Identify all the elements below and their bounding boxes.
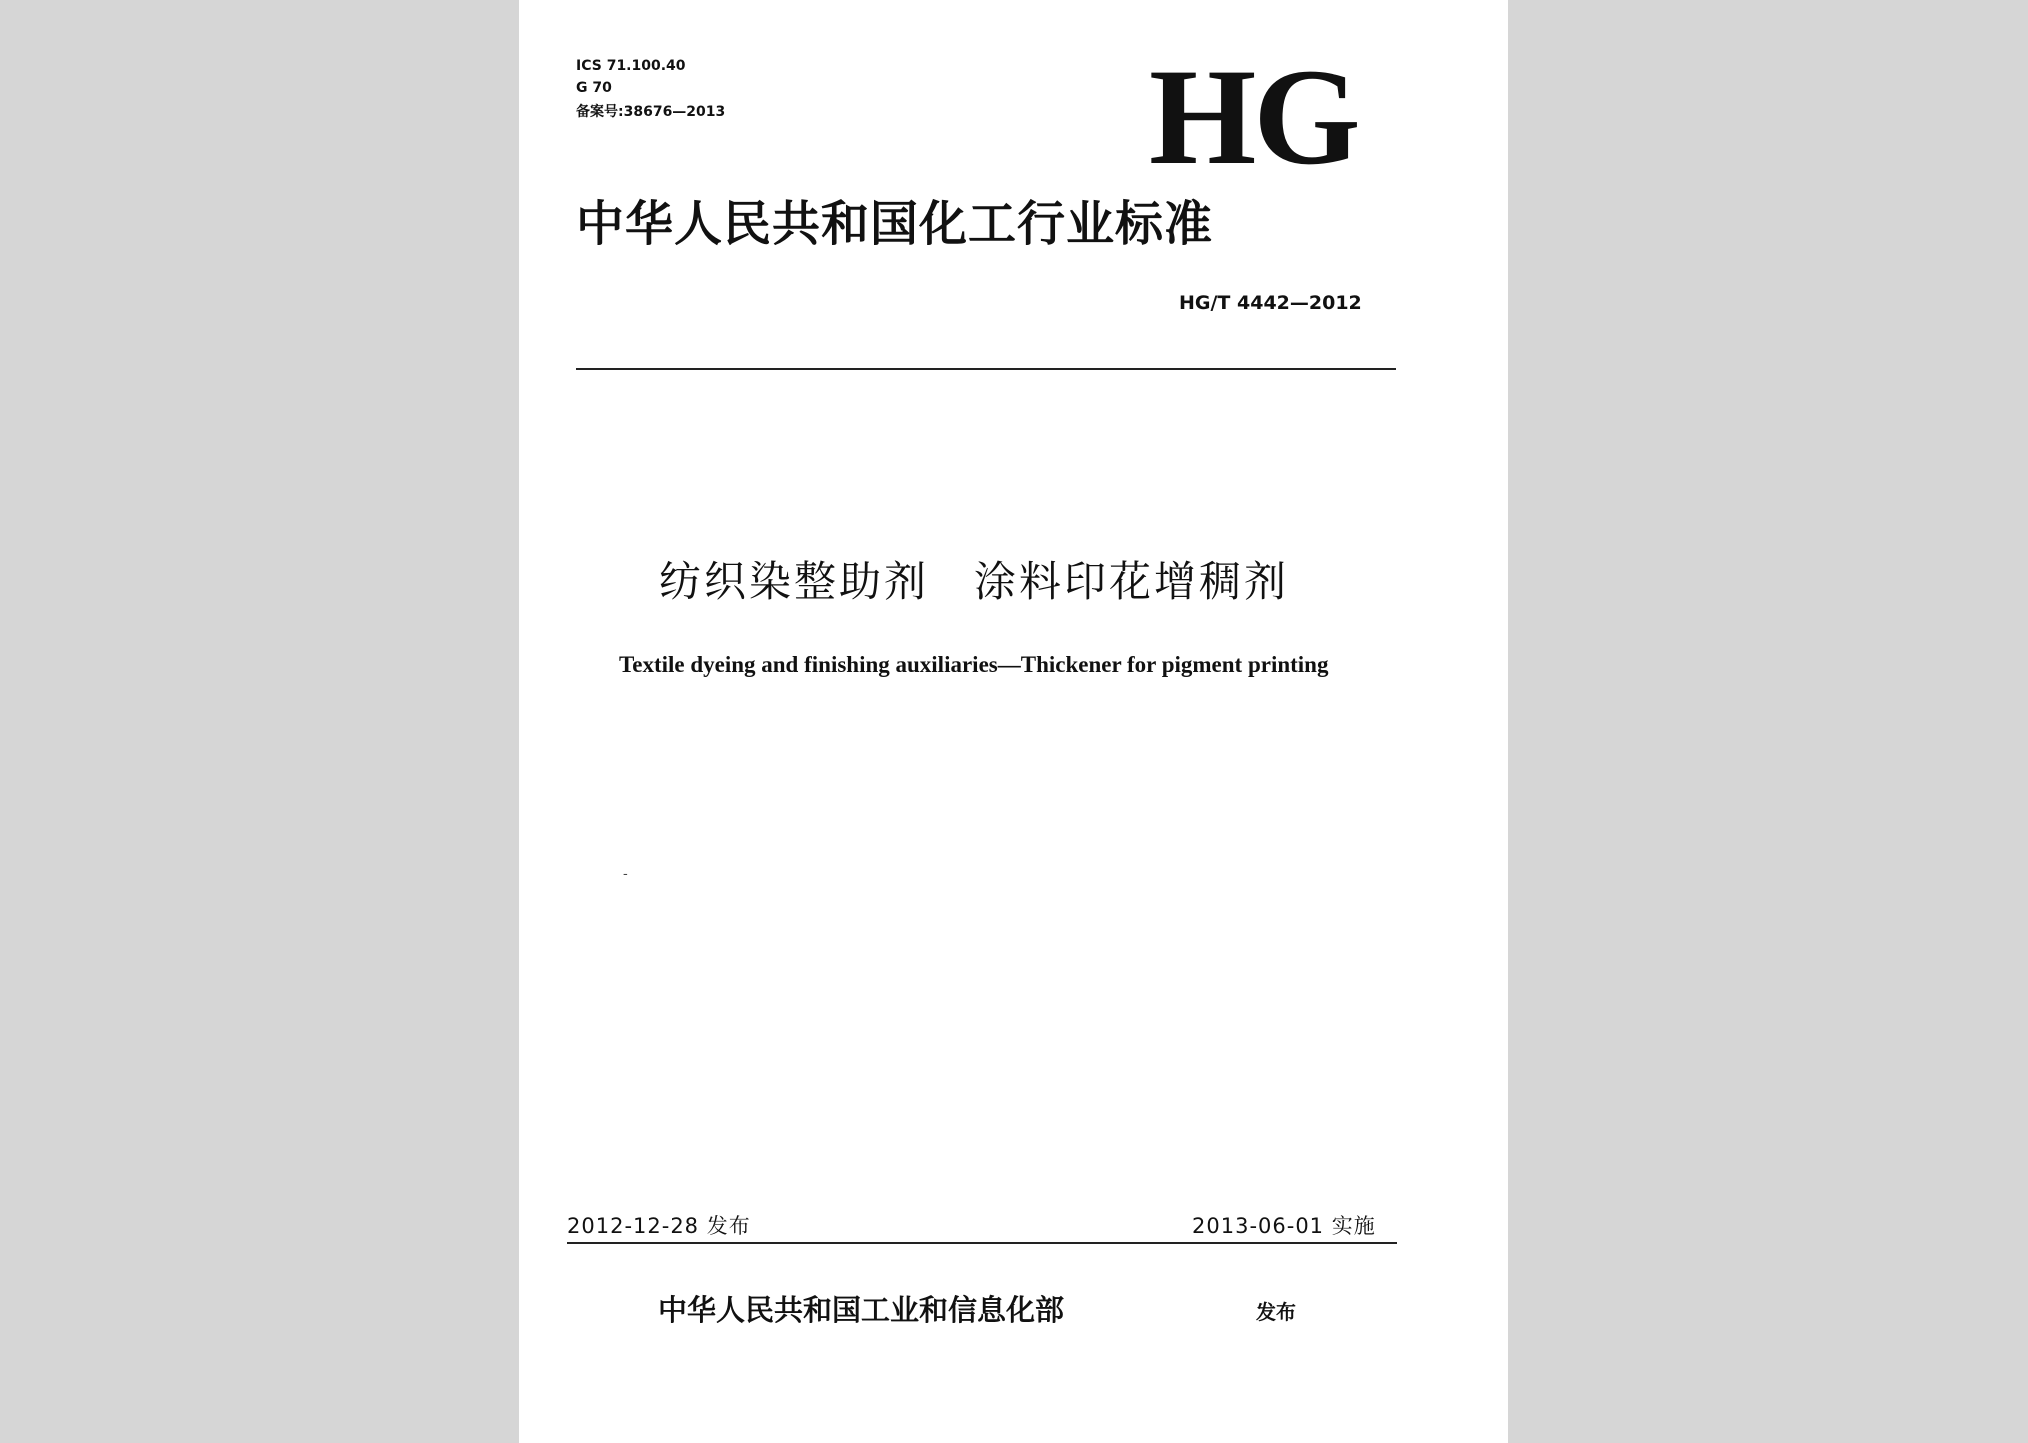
effective-date: 2013-06-01 实施 — [1192, 1214, 1376, 1238]
document-page — [519, 0, 1508, 1443]
stray-mark: - — [623, 866, 628, 882]
ics-code: ICS 71.100.40 — [576, 58, 686, 74]
header-divider — [576, 368, 1396, 370]
standard-type-title: 中华人民共和国化工行业标准 — [576, 196, 1214, 252]
standard-number: HG/T 4442—2012 — [1179, 292, 1362, 314]
footer-divider — [567, 1242, 1397, 1244]
filing-number: 备案号:38676—2013 — [576, 104, 726, 120]
issue-date: 2012-12-28 发布 — [567, 1214, 751, 1238]
ccs-code: G 70 — [576, 80, 612, 96]
issuer-verb: 发布 — [1256, 1300, 1296, 1324]
chinese-title: 纺织染整助剂 涂料印花增稠剂 — [659, 557, 1290, 606]
english-title: Textile dyeing and finishing auxiliaries—Thickener for pigment printing — [619, 652, 1329, 677]
hg-logo: HG — [1149, 40, 1358, 193]
issuer-name: 中华人民共和国工业和信息化部 — [658, 1293, 1065, 1327]
